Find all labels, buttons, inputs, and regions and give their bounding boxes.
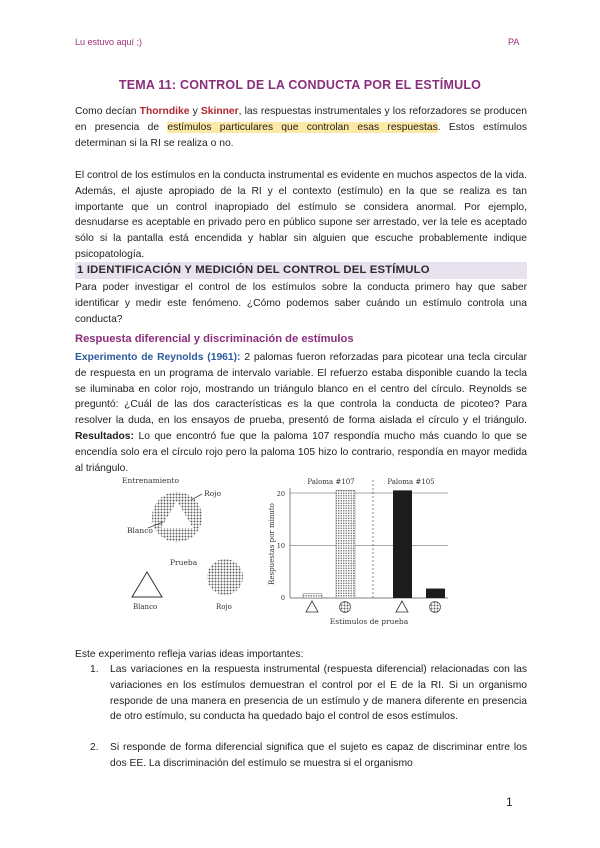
- page-number: 1: [506, 795, 513, 809]
- after-intro: Este experimento refleja varias ideas importantes:: [75, 649, 304, 660]
- section-paragraph: Para poder investigar el control de los estímulos sobre la conducta primero hay que saber identificar y medir este fenómeno. ¿Cómo podemos saber cuándo un estímulo controla una conducta?: [75, 282, 527, 325]
- rojo-label: Rojo: [204, 489, 222, 498]
- intro-text: . Estos estímulos determinan si la RI se realiza o no.: [75, 121, 528, 149]
- list-text: Si responde de forma diferencial significa que el sujeto es capaz de discriminar entre los dos EE. La discriminación del estímulo se muestra si el organismo: [110, 742, 527, 769]
- intro-paragraph-1: [75, 104, 527, 151]
- header-right: PA: [508, 37, 520, 47]
- training-label: Entrenamiento: [122, 476, 179, 485]
- rojo-pointer: [191, 494, 202, 500]
- header-left: Lu estuvo aquí ;): [75, 37, 143, 47]
- list-item: [75, 740, 527, 772]
- x-icon-red-circle: [340, 602, 351, 613]
- intro-text: , las respuestas instrumentales y los reforzadores se producen en presencia de: [75, 106, 527, 133]
- blanco-label: Blanco: [127, 526, 153, 535]
- subsection-heading: Respuesta diferencial y discriminación de estímulos: [75, 333, 354, 345]
- experiment-text: 2 palomas fueron reforzadas para picotear una tecla circular de respuesta en un programa de intervalo variable. El refuerzo estaba disponible cuando la tecla se iluminaba en color rojo, mostrando un triángulo blanco en el centro del círculo. Reynolds se preguntó: ¿Cuál de las dos características es la que controla la conducta de picoteo? Para resolver la duda, en los ensayos de prueba, presentó de forma aislada el círculo y el triángulo.: [75, 352, 527, 427]
- list-number: 1.: [90, 664, 99, 675]
- intro-text: y: [189, 106, 201, 117]
- y-tick-label: 0: [280, 594, 285, 602]
- x-axis-label: Estímulos de prueba: [329, 617, 409, 626]
- test-red-circle: [207, 559, 243, 595]
- author-thorndike: Thorndike: [139, 106, 190, 117]
- page-title: TEMA 11: CONTROL DE LA CONDUCTA POR EL ESTÍMULO: [118, 78, 482, 92]
- x-icon-triangle: [306, 601, 318, 612]
- y-tick-label: 20: [276, 490, 285, 498]
- results-label: Resultados:: [75, 430, 134, 442]
- intro-text: Como decían: [75, 106, 140, 117]
- section-heading: 1 IDENTIFICACIÓN Y MEDICIÓN DEL CONTROL DEL ESTÍMULO: [75, 262, 527, 279]
- intro-paragraph-2: El control de los estímulos en la conducta instrumental es evidente en muchos aspectos de la vida. Además, el ajuste apropiado de la RI y el contexto (estímulo) en la que se realiza es tan importante que un control inapropiado del estímulo se considera anormal. Por ejemplo, desnudarse es aceptable en privado pero en público supone ser arrestado, ver la tele es aceptado sólo si la pantalla está encendida y hablar sin alguien que escuche probablemente indique psicopatología.: [75, 170, 527, 260]
- bar-p105-triangle: [393, 490, 412, 598]
- experiment-paragraph: [75, 350, 527, 476]
- experiment-text: Lo que encontró fue que la paloma 107 respondía mucho más cuando lo que se encendía solo era el círculo rojo pero la paloma 105 hizo lo contrario, respondía en mayor medida al triángulo.: [75, 430, 527, 474]
- list-text: Las variaciones en la respuesta instrumental (respuesta diferencial) relacionadas con las variaciones en los estímulos demuestran el control por el E de la RI. Si un organismo responde de una manera en presencia de un estímulo y de manera diferente en presencia de otro estímulo, su conducta ha quedado bajo el control de esos estímulos.: [110, 664, 527, 723]
- group-label-105: Paloma #105: [387, 478, 435, 486]
- x-icon-red-circle: [430, 602, 441, 613]
- test-triangle: [132, 572, 162, 597]
- ideas-list: [75, 662, 527, 772]
- y-axis-label: Respuestas por minuto: [268, 503, 276, 585]
- experiment-label: Experimento de Reynolds (1961):: [75, 352, 241, 363]
- x-icon-triangle: [396, 601, 408, 612]
- bar-p107-red-circle: [336, 490, 355, 598]
- test-label: Prueba: [170, 558, 198, 567]
- group-label-107: Paloma #107: [307, 478, 355, 486]
- bar-p107-triangle: [303, 594, 322, 598]
- y-tick-label: 10: [276, 542, 285, 550]
- test-blanco-label: Blanco: [133, 603, 158, 611]
- list-item: [75, 662, 527, 725]
- test-rojo-label: Rojo: [216, 603, 232, 611]
- highlighted-text: estímulos particulares que controlan esas respuestas: [167, 121, 438, 133]
- author-skinner: Skinner: [200, 106, 239, 117]
- bar-p105-red-circle: [426, 589, 445, 598]
- reynolds-figure: [115, 472, 455, 632]
- list-number: 2.: [90, 742, 99, 754]
